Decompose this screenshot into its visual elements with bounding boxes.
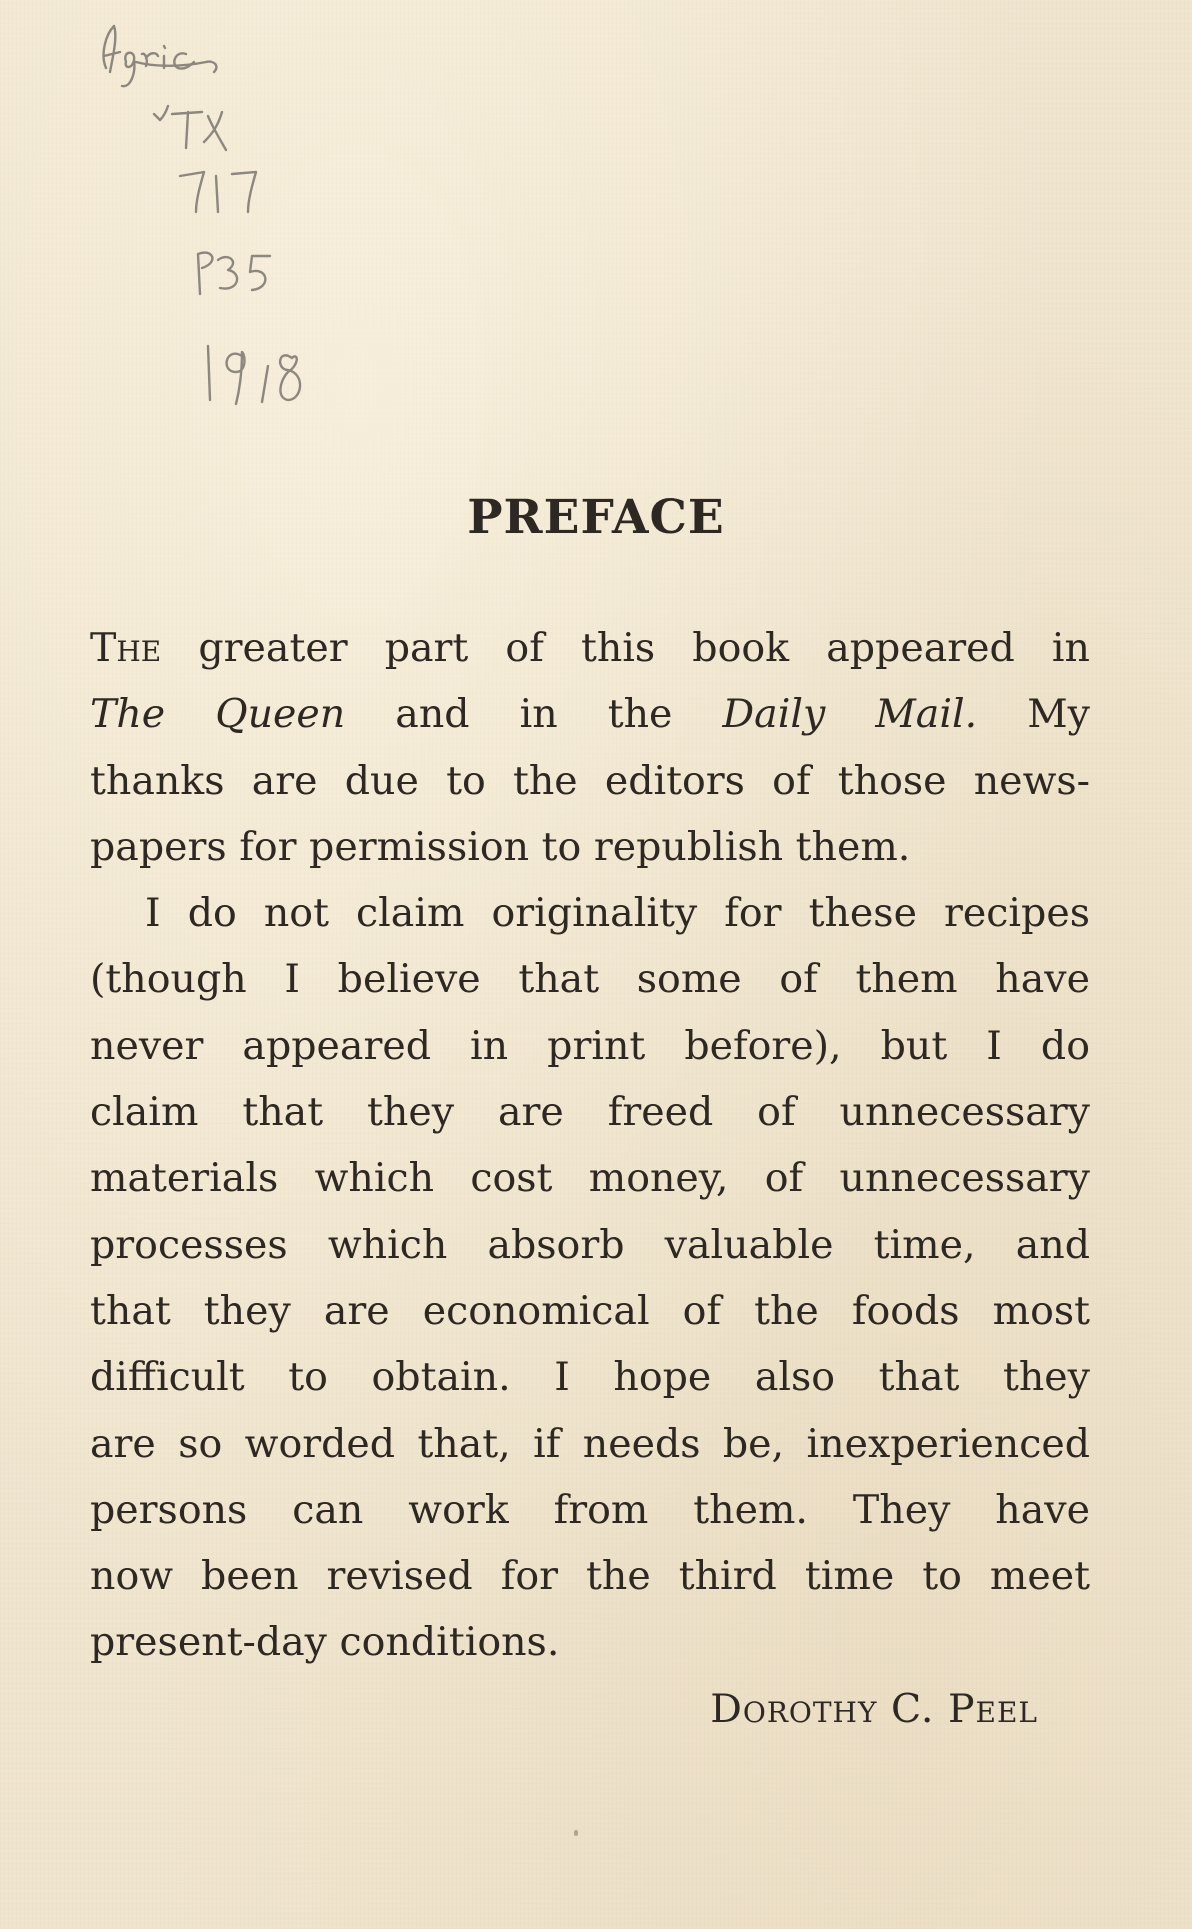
paragraph-2-line-10: persons can work from them. They have [90, 1486, 1090, 1533]
call-number-handwriting [96, 16, 396, 416]
paper-speck [574, 1830, 578, 1836]
paragraph-2-line-1: I do not claim originality for these recipes [145, 890, 1090, 937]
paragraph-1-line-1: The greater part of this book appeared in [90, 625, 1091, 671]
paragraph-2 [90, 880, 1090, 1676]
paragraph-2-line-11: now been revised for the third time to meet [90, 1553, 1090, 1600]
paragraph-2-line-7: that they are economical of the foods most [90, 1287, 1090, 1334]
paragraph-1-line-3: thanks are due to the editors of those news- [90, 757, 1090, 804]
publication-the-queen: The Queen [90, 691, 346, 738]
paragraph-2-line-5: materials which cost money, of unnecessary [90, 1155, 1090, 1202]
paragraph-1-line-2: The Queen and in the Daily Mail. My [90, 691, 1090, 738]
paragraph-2-line-3: never appeared in print before), but I do [90, 1022, 1090, 1069]
paragraph-2-line-4: claim that they are freed of unnecessary [90, 1089, 1090, 1136]
author-signature: Dorothy C. Peel [710, 1686, 1038, 1732]
publication-daily-mail: Daily Mail. [722, 691, 978, 738]
page-title: PREFACE [467, 490, 725, 545]
lead-word: The [90, 625, 162, 671]
paragraph-2-line-8: difficult to obtain. I hope also that they [90, 1354, 1090, 1401]
paragraph-2-line-12: present-day conditions. [90, 1619, 560, 1666]
paragraph-2-line-2: (though I believe that some of them have [90, 956, 1090, 1003]
handwritten-call-number [96, 16, 396, 416]
paragraph-1-line-4: papers for permission to republish them. [90, 823, 911, 870]
paragraph-2-line-9: are so worded that, if needs be, inexperienced [90, 1420, 1090, 1467]
preface-body [90, 615, 1090, 1676]
paragraph-1 [90, 615, 1090, 880]
paragraph-2-line-6: processes which absorb valuable time, and [90, 1221, 1090, 1268]
